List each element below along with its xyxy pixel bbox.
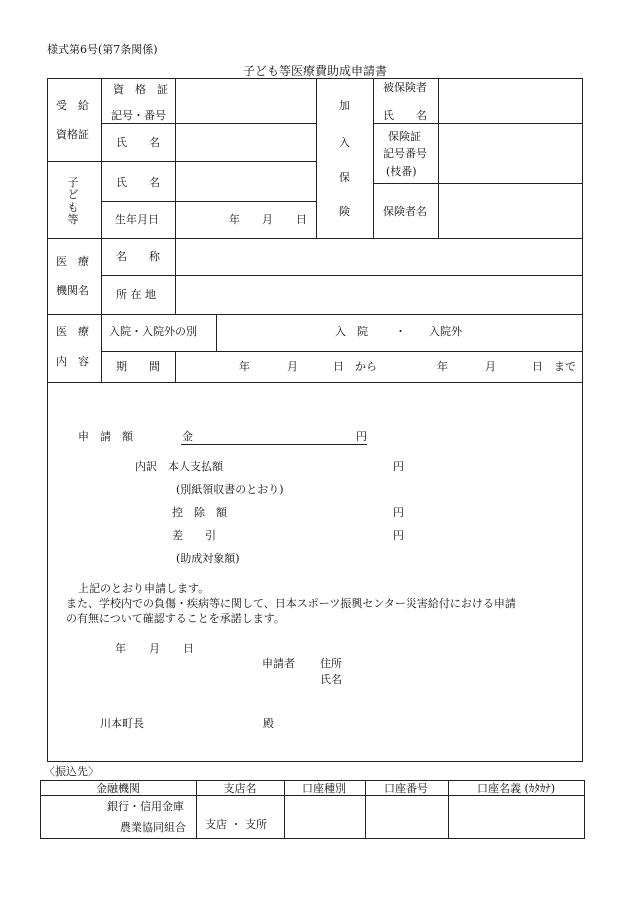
period-from-day: 日 から (333, 360, 377, 373)
bank-header-institution: 金融機関 (96, 782, 140, 795)
bank-border-bottom (40, 838, 585, 839)
grid-line (175, 238, 176, 315)
bank-header-account-type: 口座種別 (302, 782, 346, 795)
outpatient-option[interactable]: 入院外 (429, 325, 462, 338)
birth-date-label: 生年月日 (115, 213, 159, 226)
table-border-left (47, 78, 48, 762)
institution-name-label: 名 称 (116, 250, 160, 263)
insurance-char-1: 加 (339, 99, 350, 112)
difference-label: 差 引 (172, 529, 216, 542)
self-payment-yen: 円 (393, 460, 404, 473)
grid-line (101, 123, 316, 124)
ins-cert-label-2: 記号番号 (383, 147, 427, 160)
birth-day: 日 (296, 213, 307, 226)
recipient-group-label-2: 資格証 (56, 128, 89, 141)
bank-type-2: 農業協同組合 (120, 821, 186, 834)
sign-year: 年 (115, 642, 126, 655)
bank-col-divider (448, 780, 449, 839)
grid-line (47, 161, 316, 162)
subsidy-note: (助成対象額) (176, 552, 240, 565)
birth-year: 年 (229, 213, 240, 226)
treatment-group-label-2: 内 容 (56, 355, 89, 368)
bank-type-1: 銀行・信用金庫 (107, 800, 184, 813)
table-border-top (47, 78, 583, 79)
bank-border-left (40, 780, 41, 839)
treatment-group-label-1: 医 療 (56, 325, 89, 338)
period-label: 期 間 (116, 360, 160, 373)
period-from-year: 年 (239, 360, 250, 373)
cert-label-2: 記号・番号 (111, 109, 166, 122)
grid-line (373, 183, 583, 184)
insurance-char-3: 保 (339, 171, 350, 184)
birth-month: 月 (262, 213, 273, 226)
bank-header-account-holder: 口座名義 (ｶﾀｶﾅ) (476, 782, 556, 795)
self-payment-label: 内訳 本人支払額 (135, 460, 223, 473)
grid-line (101, 351, 583, 352)
institution-address-label: 所 在 地 (116, 288, 156, 301)
applicant-label: 申請者 (262, 657, 295, 670)
kin-label: 金 (182, 430, 193, 443)
period-to-month: 月 (485, 360, 496, 373)
grid-line (438, 78, 439, 238)
request-yen: 円 (356, 430, 367, 443)
grid-line (101, 78, 102, 382)
grid-line (101, 201, 316, 202)
period-to-year: 年 (437, 360, 448, 373)
sign-month: 月 (149, 642, 160, 655)
addressee: 川本町長 (100, 717, 144, 730)
applicant-name-label: 氏名 (320, 673, 342, 686)
institution-group-label-1: 医 療 (56, 255, 89, 268)
declaration-line-1: 上記のとおり申請します。 (78, 582, 210, 595)
sign-day: 日 (183, 642, 194, 655)
child-group-label: 子ども等 (67, 176, 79, 226)
form-title: 子ども等医療費助成申請書 (242, 64, 388, 78)
insurance-char-2: 入 (339, 136, 350, 149)
deduction-label: 控 除 額 (172, 506, 227, 519)
period-from-month: 月 (287, 360, 298, 373)
grid-line (216, 314, 217, 351)
grid-line (373, 123, 583, 124)
form-number: 様式第6号(第7条関係) (47, 43, 158, 56)
table-border-right (582, 78, 583, 762)
bank-border-top (40, 780, 585, 781)
deduction-yen: 円 (393, 506, 404, 519)
grid-line (373, 78, 374, 238)
addressee-honorific: 殿 (263, 717, 274, 730)
declaration-line-2: また、学校内での負傷・疾病等に関して、日本スポーツ振興センター災害給付における申請 (66, 597, 516, 610)
institution-group-label-2: 機関名 (56, 284, 89, 297)
insurer-name-label: 保険者名 (383, 205, 427, 218)
ins-cert-label-3: (枝番) (386, 165, 417, 178)
applicant-address-label: 住所 (320, 657, 342, 670)
bank-header-branch: 支店名 (223, 782, 257, 795)
treatment-type-label: 入院・入院外の別 (109, 325, 197, 338)
grid-line (101, 275, 583, 276)
branch-options: 支店 ・ 支所 (205, 818, 267, 831)
declaration-line-3: の有無について確認することを承諾します。 (66, 612, 285, 625)
child-name-label: 氏 名 (116, 176, 160, 189)
bank-col-divider (196, 780, 197, 839)
grid-line (47, 238, 583, 239)
recipient-name-label: 氏 名 (116, 136, 160, 149)
grid-line (316, 78, 317, 238)
bank-section-label: 〈振込先〉 (44, 765, 99, 778)
bank-header-account-number: 口座番号 (384, 782, 428, 795)
period-to-day: 日 まで (532, 360, 576, 373)
inpatient-option[interactable]: 入 院 (335, 325, 368, 338)
recipient-group-label-1: 受 給 (56, 99, 89, 112)
grid-line (47, 314, 583, 315)
grid-line (175, 78, 176, 238)
cert-label-1: 資 格 証 (113, 83, 168, 96)
receipt-note: (別紙領収書のとおり) (176, 483, 284, 496)
grid-line (47, 382, 583, 383)
bank-header-divider (40, 795, 585, 796)
bank-border-right (584, 780, 585, 839)
ins-cert-label-1: 保険証 (388, 130, 421, 143)
grid-line (175, 351, 176, 382)
request-amount-label: 申 請 額 (78, 430, 133, 443)
bank-col-divider (284, 780, 285, 839)
insured-label-2: 氏 名 (383, 109, 427, 122)
bank-col-divider (365, 780, 366, 839)
difference-yen: 円 (393, 529, 404, 542)
amount-underline (181, 444, 367, 445)
table-border-bottom (47, 761, 583, 762)
option-separator: ・ (395, 325, 406, 338)
insurance-char-4: 険 (339, 205, 350, 218)
insured-label-1: 被保険者 (383, 81, 427, 94)
